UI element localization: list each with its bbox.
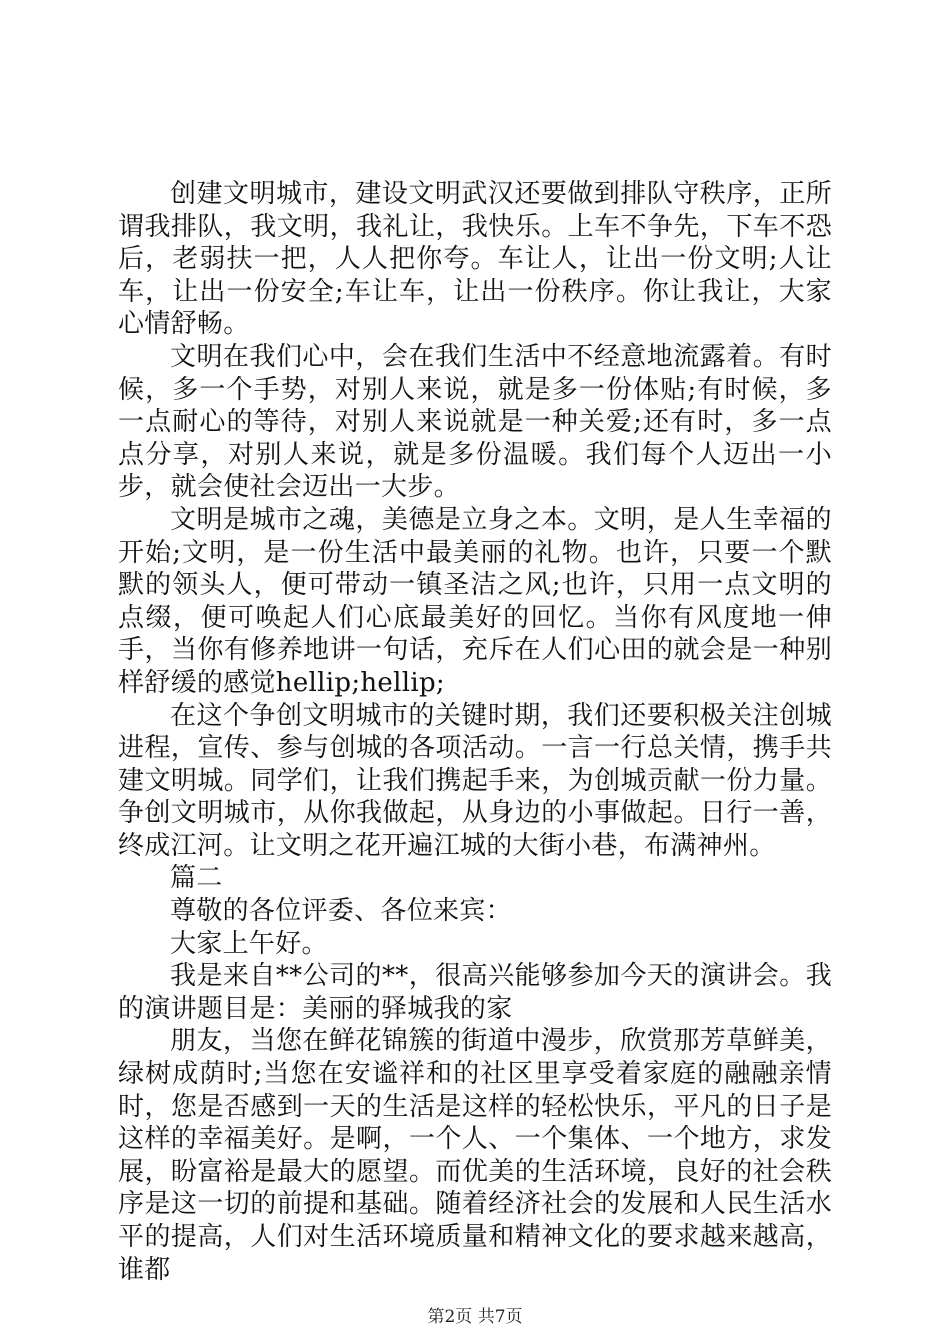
paragraph: 朋友，当您在鲜花锦簇的街道中漫步，欣赏那芳草鲜美，绿树成荫时;当您在安谧祥和的社区里享受着家庭的融融亲情时，您是否感到一天的生活是这样的轻松快乐，平凡的日子是这样的幸福美好。是啊，一个人、一个集体、一个地方，求发展，盼富裕是最大的愿望。而优美的生活环境，良好的社会秩序是这一切的前提和基础。随着经济社会的发展和人民生活水平的提高，人们对生活环境质量和精神文化的要求越来越高，谁都 [118,1026,832,1285]
salutation: 尊敬的各位评委、各位来宾： [170,896,512,927]
greeting: 大家上午好。 [170,928,328,959]
paragraph: 文明在我们心中，会在我们生活中不经意地流露着。有时候，多一个手势，对别人来说，就是多一份体贴;有时候，多一点耐心的等待，对别人来说就是一种关爱;还有时，多一点点分享，对别人来说，就是多份温暖。我们每个人迈出一小步，就会使社会迈出一大步。 [118,341,832,503]
document-body [118,178,832,1286]
paragraph: 我是来自**公司的**，很高兴能够参加今天的演讲会。我的演讲题目是：美丽的驿城我的家 [118,961,832,1024]
section-heading: 篇二 [170,863,223,894]
paragraph: 文明是城市之魂，美德是立身之本。文明，是人生幸福的开始;文明，是一份生活中最美丽的礼物。也许，只要一个默默的领头人，便可带动一镇圣洁之风;也许，只用一点文明的点缀，便可唤起人们心底最美好的回忆。当你有风度地一伸手，当你有修养地讲一句话，充斥在人们心田的就会是一种别样舒缓的感觉hellip;hellip; [118,504,832,698]
paragraph: 创建文明城市，建设文明武汉还要做到排队守秩序，正所谓我排队，我文明，我礼让，我快乐。上车不争先，下车不恐后，老弱扶一把，人人把你夸。车让人，让出一份文明;人让车，让出一份安全;车让车，让出一份秩序。你让我让，大家心情舒畅。 [118,179,832,340]
page-number-footer: 第2页 共7页 [427,1307,523,1327]
paragraph: 在这个争创文明城市的关键时期，我们还要积极关注创城进程，宣传、参与创城的各项活动。一言一行总关情，携手共建文明城。同学们，让我们携起手来，为创城贡献一份力量。争创文明城市，从你我做起，从身边的小事做起。日行一善，终成江河。让文明之花开遍江城的大街小巷，布满神州。 [118,700,832,861]
